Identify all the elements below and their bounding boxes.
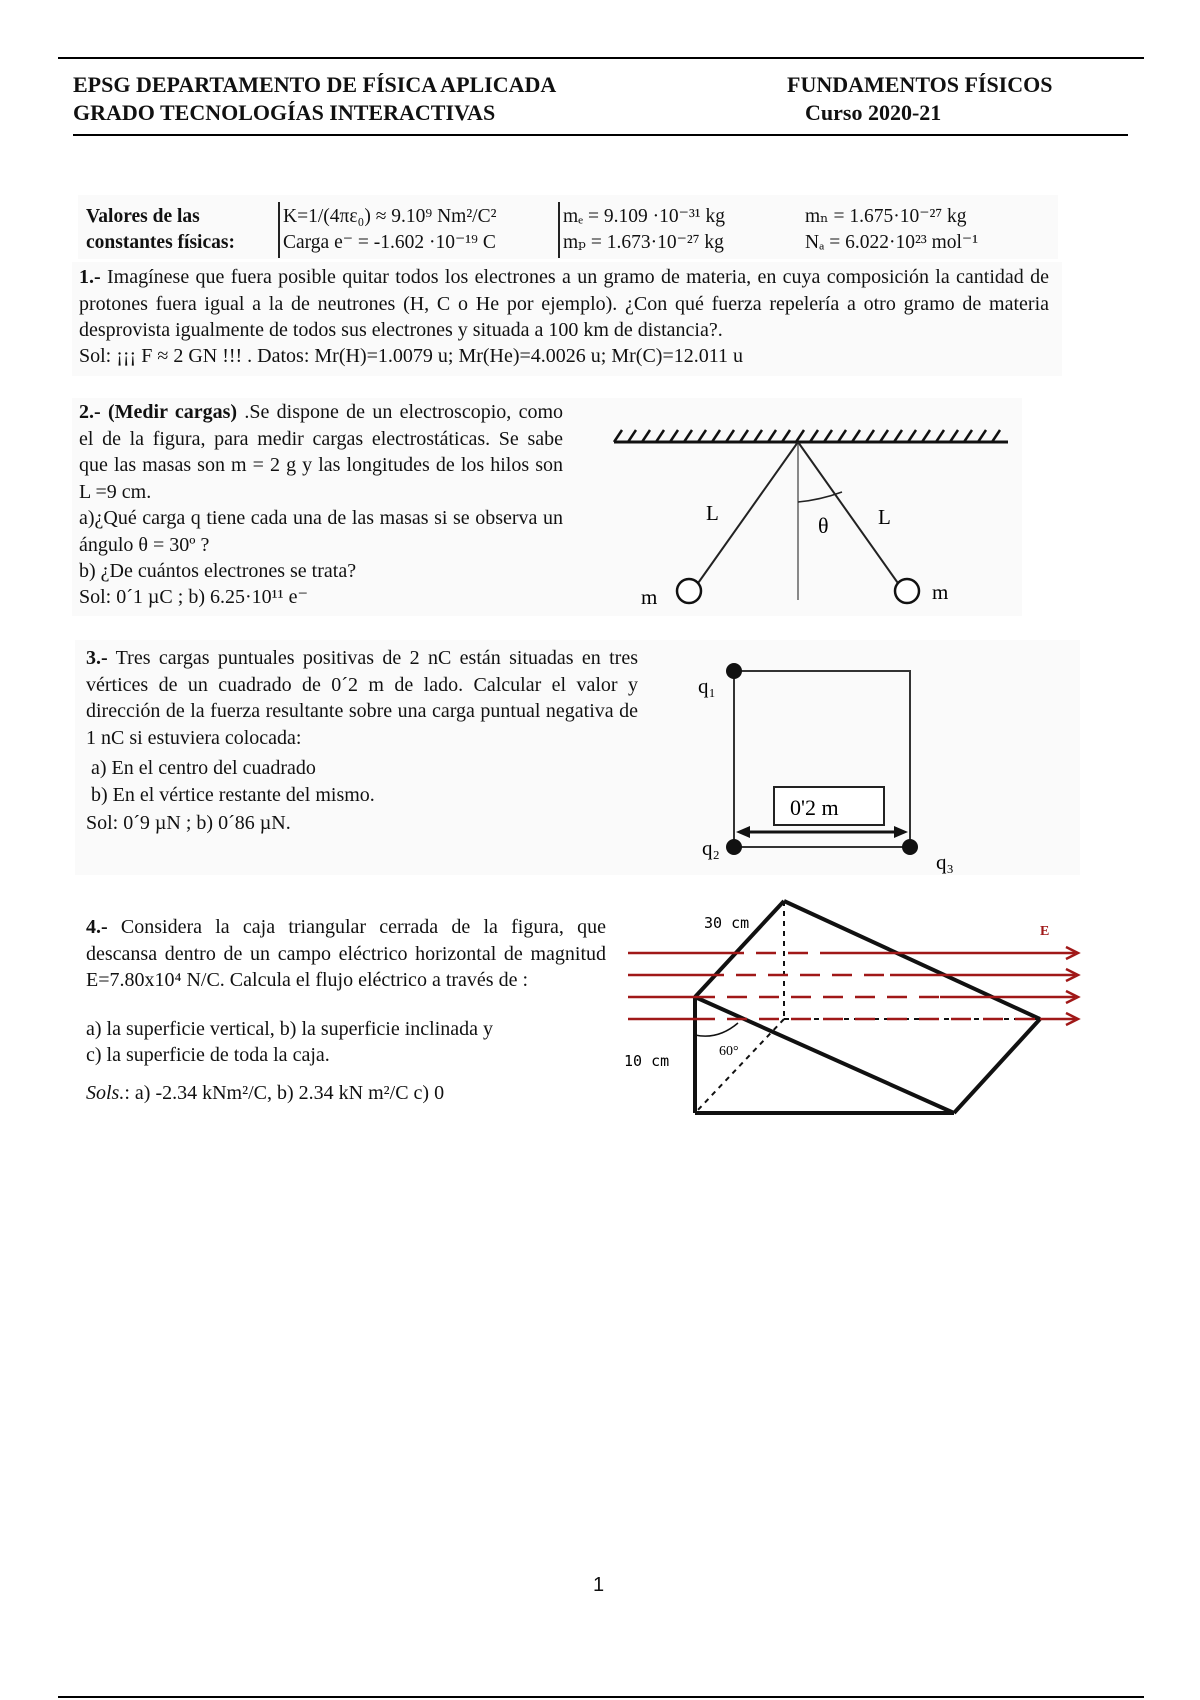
label-q3: q₃ [936,850,954,874]
label-60-degrees: 60° [719,1044,739,1059]
label-theta: θ [818,513,829,538]
field-arrow-heads [1066,947,1078,1025]
constants-label-line2: constantes físicas: [86,232,235,253]
arrow-head-left [736,826,750,838]
page-number: 1 [593,1574,605,1596]
problem4-statement [86,914,606,994]
problem2-number: 2.- [79,401,101,423]
label-E: E [1040,924,1050,939]
problem4-text: Considera la caja triangular cerrada de la figura, que descansa dentro de un campo eléctrico horizontal de magnitud E=7.80x10⁴ N/C. Calcula el flujo eléctrico a través de : [86,916,606,991]
problem3-part-a: a) En el centro del cuadrado [91,757,316,779]
arrow-head-right [894,826,908,838]
problem2-part-b: b) ¿De cuántos electrones se trata? [79,560,357,582]
charge-q2 [726,839,742,855]
mass-right [895,579,919,603]
problem2-part-a: a)¿Qué carga q tiene cada una de las masas si se observa un ángulo θ = 30º ? [79,507,563,556]
label-q1: q₁ [698,674,716,698]
problem4-solution [86,1080,606,1107]
problem3-part-b: b) En el vértice restante del mismo. [91,784,375,806]
constants-divider-1 [278,202,280,258]
problem1-statement [79,264,1049,344]
constant-electron-mass: mₑ = 9.109 ·10⁻³¹ kg [563,206,726,227]
charge-q1 [726,663,742,679]
problem1-number: 1.- [79,266,101,288]
problem2-statement [79,399,563,505]
header-left-line1: EPSG DEPARTAMENTO DE FÍSICA APLICADA [73,72,557,97]
label-30cm: 30 cm [704,914,750,932]
top-rule [58,57,1144,59]
problem4-solution-text: : a) -2.34 kNm²/C, b) 2.34 kN m²/C c) 0 [124,1082,445,1104]
constant-neutron-mass: mₙ = 1.675·10⁻²⁷ kg [805,206,967,227]
triangular-box-figure [620,895,1090,1125]
box-edges [695,901,1040,1113]
label-q2: q₂ [702,836,720,860]
problem2-text: .Se dispone de un electroscopio, como el de la figura, para medir cargas electrostáticas. Se sabe que las masas son m = 2 g y las longitudes de los hilos son L =9 cm. [79,401,563,503]
problem4-part-ab: a) la superficie vertical, b) la superficie inclinada y [86,1018,494,1040]
label-m-left: m [641,585,658,609]
ceiling-hatching [614,430,1000,442]
label-L-left: L [706,501,719,525]
header-left-line2: GRADO TECNOLOGÍAS INTERACTIVAS [73,100,496,125]
problem1-solution: Sol: ¡¡¡ F ≈ 2 GN !!! . Datos: Mr(H)=1.0079 u; Mr(He)=4.0026 u; Mr(C)=12.011 u [79,345,744,367]
constants-divider-2 [558,202,560,258]
problem1-text: Imagínese que fuera posible quitar todos los electrones a un gramo de materia, en cuya composición la cantidad de protones fuera igual a la de neutrones (H, C o He por ejemplo). ¿Con qué fuerza repelería a otro gramo de materia desprovista igualmente de todos sus electrones y situada a 100 km de distancia?. [79,266,1050,341]
sixty-degree-arc [695,1023,738,1036]
bottom-rule [58,1696,1144,1698]
problem2-solution: Sol: 0´1 µC ; b) 6.25·10¹¹ e⁻ [79,586,309,608]
constant-coulomb: K=1/(4πε₀) ≈ 9.10⁹ Nm²/C² [283,206,497,227]
header-right-line2: Curso 2020-21 [805,100,942,125]
constant-electron-charge: Carga e⁻ = -1.602 ·10⁻¹⁹ C [283,232,496,253]
constant-proton-mass: mₚ = 1.673·10⁻²⁷ kg [563,232,724,253]
problem4-part-c: c) la superficie de toda la caja. [86,1044,330,1066]
problem4-solution-label: Sols. [86,1082,125,1104]
label-L-right: L [878,505,891,529]
charge-q3 [902,839,918,855]
header-right-line1: FUNDAMENTOS FÍSICOS [787,72,1053,97]
label-m-right: m [932,580,949,604]
problem3-solution: Sol: 0´9 µN ; b) 0´86 µN. [86,812,291,834]
problem2-title: (Medir cargas) [107,401,238,423]
hidden-edges [695,901,1040,1113]
side-label: 0'2 m [790,795,839,820]
header-underline [73,134,1128,136]
problem4-number: 4.- [86,916,108,938]
label-10cm: 10 cm [624,1052,670,1070]
mass-left [677,579,701,603]
constants-label-line1: Valores de las [86,206,200,227]
constant-avogadro: Nₐ = 6.022·10²³ mol⁻¹ [805,232,979,253]
square-charges-figure [690,655,980,880]
problem3-number: 3.- [86,647,108,669]
electroscope-figure [600,400,1030,615]
theta-angle-arc [798,492,842,502]
problem3-statement [86,645,638,751]
problem3-text: Tres cargas puntuales positivas de 2 nC están situadas en tres vértices de un cuadrado de 0´2 m de lado. Calcular el valor y dirección de la fuerza resultante sobre una carga puntual negativa de 1 nC si estuviera colocada: [86,647,639,749]
